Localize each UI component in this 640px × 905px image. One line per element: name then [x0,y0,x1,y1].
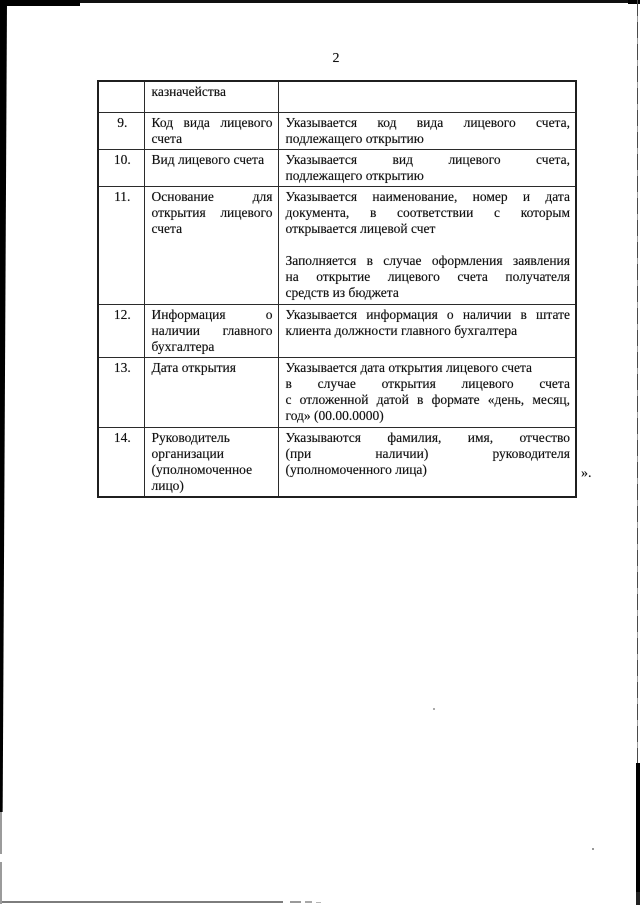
text-line: 10. [113,151,131,167]
scan-edge-top-thick [0,0,80,6]
row-number-cell [98,81,144,112]
text-line: Дата открытия [151,359,236,375]
text-line: документа, в соответствии с которым [285,204,570,220]
table-row [98,81,576,112]
row-number-cell [98,427,144,497]
field-name-cell [144,304,278,357]
text-line: 9. [117,114,128,130]
text-line [106,84,139,100]
field-description-cell [278,149,576,186]
text-line: на открытие лицевого счета получателя [285,268,570,284]
text-line: в случае открытия лицевого счета [285,375,570,391]
text-line: Указывается код вида лицевого счета, [285,114,570,130]
field-description-cell [278,186,576,304]
text-line: год» (00.00.0000) [285,407,384,423]
scan-edge-right [637,0,638,905]
field-description-cell [278,357,576,427]
text-line: Указывается вид лицевого счета, [285,151,570,167]
details-table [97,80,577,498]
table-row [98,357,576,427]
text-line: бухгалтера [151,338,215,354]
field-description-cell [278,304,576,357]
table-row [98,427,576,497]
text-line: 14. [113,429,131,445]
scan-edge-bottom-dash [290,901,301,903]
text-line: Код вида лицевого [151,114,273,130]
scan-edge-bottom-dash [305,901,312,903]
scan-speck [592,848,594,850]
scan-edge-bottom-dash [316,902,321,903]
text-line: наличии главного [151,322,273,338]
table-row [98,304,576,357]
text-line: Информация о [151,306,273,322]
text-line: с отложенной датой в формате «день, месяц, [285,391,570,407]
text-line [286,237,571,253]
text-line: Указывается информация о наличии в штате [285,306,570,322]
field-name-cell [144,186,278,304]
text-line: Заполняется в случае оформления заявления [285,252,570,268]
scan-edge-left [0,0,7,812]
field-description-cell [278,112,576,149]
text-line: открытия лицевого [151,204,273,220]
table-row [98,149,576,186]
scan-speck [433,708,435,710]
text-line: счета [151,220,183,236]
row-number-cell [98,304,144,357]
text-line: Вид лицевого счета [151,151,265,167]
text-line: (уполномоченного лица) [285,461,427,477]
text-line: клиента должности главного бухгалтера [285,322,518,338]
scan-edge-left-lower [0,812,2,905]
text-line: Указывается наименование, номер и дата [285,188,570,204]
field-description-cell [278,427,576,497]
scan-edge-bottom-right-tick [636,892,640,905]
scan-edge-right-lower [636,763,640,905]
scan-edge-top [0,0,640,3]
text-line: Указывается дата открытия лицевого счета [285,359,533,375]
text-line: 12. [113,306,131,322]
text-line: Указываются фамилия, имя, отчество [285,429,570,445]
row-number-cell [98,186,144,304]
text-line: 13. [113,359,131,375]
text-line: открывается лицевой счет [285,220,436,236]
page-number: 2 [332,51,340,66]
row-number-cell [98,149,144,186]
row-number-cell [98,112,144,149]
text-line: (уполномоченное [151,461,253,477]
table-row [98,186,576,304]
text-line: лицо) [151,477,184,493]
text-line: Основание для [151,188,273,204]
field-name-cell [144,81,278,112]
text-line: организации [151,445,224,461]
scan-edge-bottom [2,901,283,903]
row-number-cell [98,357,144,427]
text-line: казначейства [151,84,226,99]
text-line: подлежащего открытию [285,167,424,183]
field-name-cell [144,149,278,186]
field-description-cell [278,81,576,112]
text-line: подлежащего открытию [285,130,424,146]
text-line: средств из бюджета [285,284,399,300]
table-row [98,112,576,149]
field-name-cell [144,112,278,149]
field-name-cell [144,427,278,497]
scan-edge-top-right-tick [628,0,640,4]
closing-quote-mark: ». [581,466,592,481]
text-line: Руководитель [151,429,230,445]
details-table-body [98,81,576,497]
text-line: (при наличии) руководителя [285,445,570,461]
text-line: счета [151,130,183,146]
field-name-cell [144,357,278,427]
text-line: 11. [114,188,131,204]
